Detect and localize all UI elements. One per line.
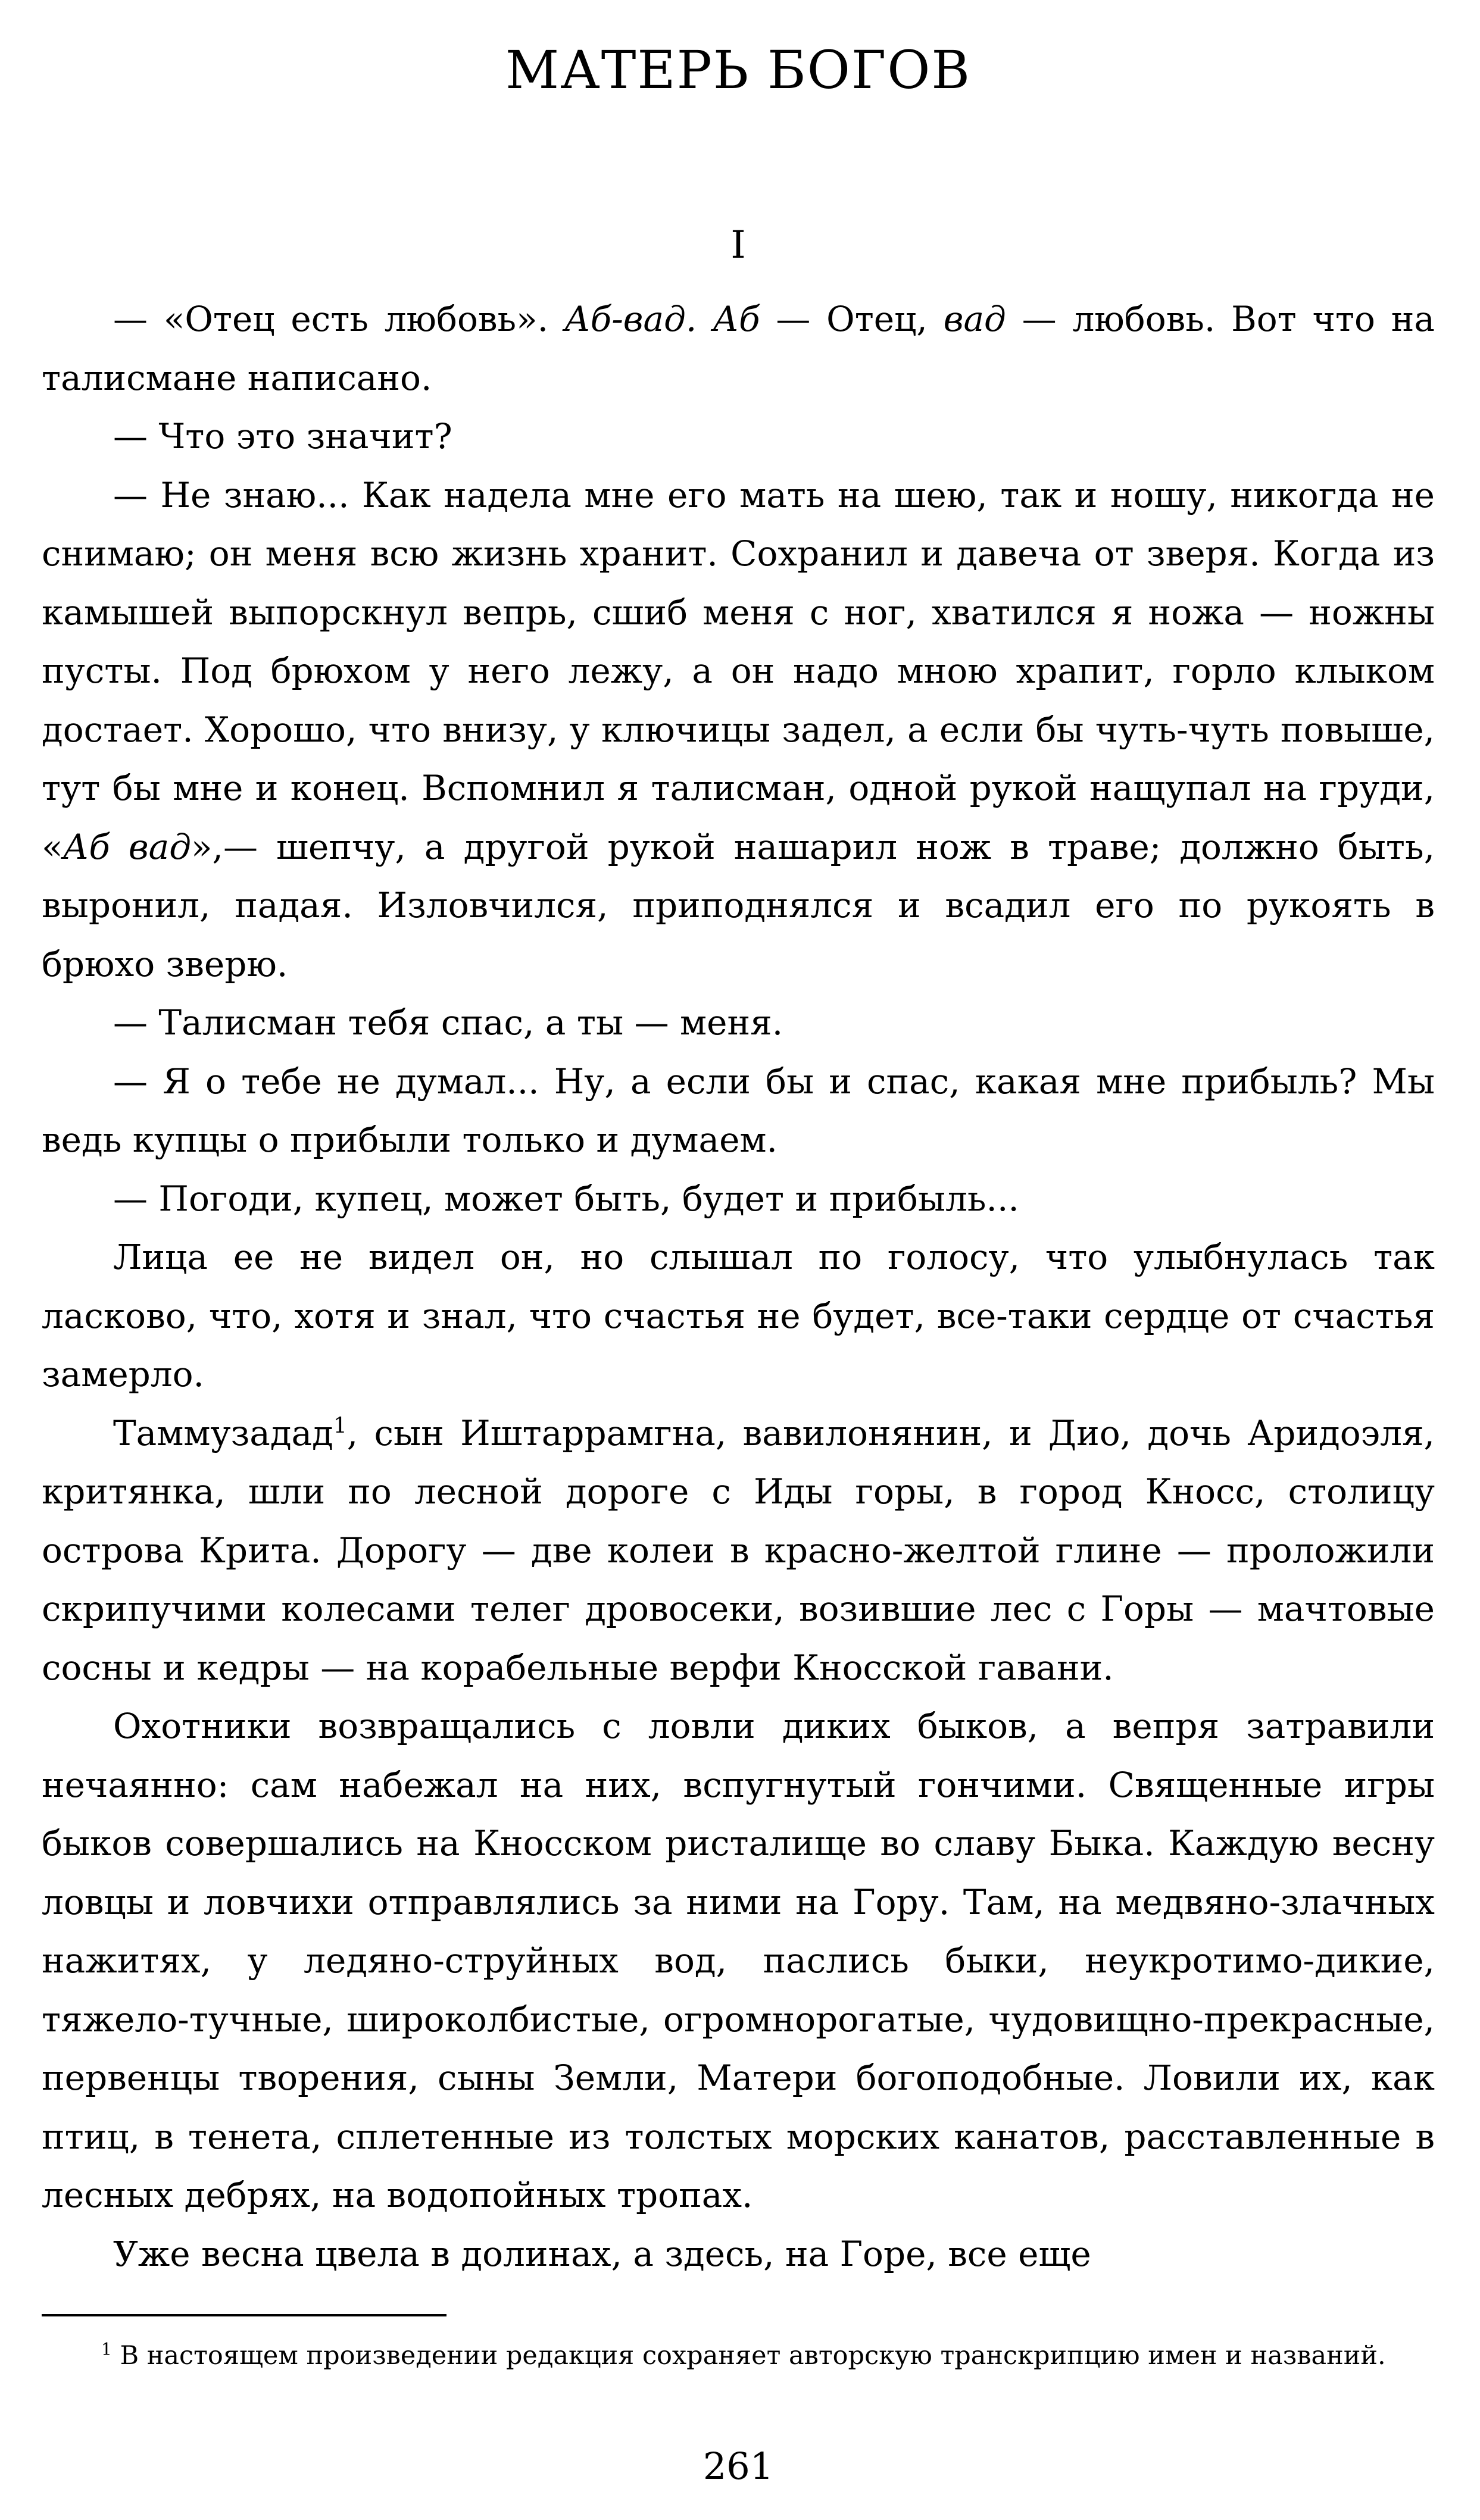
paragraph [42,290,1435,407]
paragraph: Уже весна цвела в долинах, а здесь, на Горе, все еще [113,2233,1091,2274]
text-run: — «Отец есть любовь». [113,299,564,340]
book-page [42,24,1435,2500]
paragraph: — Талисман тебя спас, а ты — меня. [113,1002,783,1043]
footnote-reference[interactable]: 1 [333,1414,347,1439]
chapter-number: I [730,223,746,267]
paragraph: — Погоди, купец, может быть, будет и прибыль... [113,1178,1019,1219]
text-run: Таммузадад [113,1412,333,1453]
paragraph: Охотники возвращались с ловли диких быков, а вепря затравили нечаянно: сам набежал на них, вспугнутый гончими. Священные игры быков совершались на Кносском ристалище во славу Быка. Каждую весну ловцы и ловчихи отправлялись за ними на Гору. Там, на медвяно-злачных нажитях, у ледяно-струйных вод, паслись быки, неукротимо-дикие, тяжело-тучные, широколбистые, огромнорогатые, чудовищно-прекрасные, первенцы творения, сыны Земли, Матери богоподобные. Ловили их, как птиц, в тенета, сплетенные из толстых морских канатов, расставленные в лесных дебрях, на водопойных тропах. [42,1706,1435,2216]
text-run: , сын Иштаррамгна, вавилонянин, и Дио, дочь Аридоэля, критянка, шли по лесной дороге с Иды горы, в город Кносс, столицу острова Крита. Дорогу — две колеи в красно-желтой глине — проложили скрипучими колесами телег дровосеки, возившие лес с Горы — мачтовые сосны и кедры — на корабельные верфи Кносской гавани. [42,1412,1435,1688]
footnote-text: В настоящем произведении редакция сохраняет авторскую транскрипцию имен и названий. [111,2341,1386,2371]
text-run: — любовь. Вот что на талисмане написано. [42,299,1435,398]
italic-text: Аб вад [63,826,192,867]
text-run: — Отец, [760,299,944,340]
page-number: 261 [702,2444,774,2488]
footnote-mark: 1 [101,2339,112,2359]
footnote-divider [42,2314,447,2316]
italic-text: вад [943,299,1006,340]
footnote [42,2334,1435,2377]
paragraph: — Что это значит? [113,416,452,457]
paragraph: — Я о тебе не думал... Ну, а если бы и спас, какая мне прибыль? Мы ведь купцы о прибыли только и думаем. [42,1061,1435,1161]
text-run: — Не знаю... Как надела мне его мать на шею, так и ношу, никогда не снимаю; он меня всю жизнь хранит. Сохранил и давеча от зверя. Когда из камышей выпорскнул вепрь, сшиб меня с ног, хватился я ножа — ножны пусты. Под брюхом у него лежу, а он надо мною храпит, горло клыком достает. Хорошо, что внизу, у ключицы задел, а если бы чуть-чуть повыше, тут бы мне и конец. Вспомнил я талисман, одной рукой нащупал на груди, « [42,474,1435,867]
italic-text: Аб-вад. Аб [564,299,760,340]
paragraph: Лица ее не видел он, но слышал по голосу, что улыбнулась так ласково, что, хотя и знал, что счастья не будет, все-таки сердце от счастья замерло. [42,1237,1435,1395]
paragraph [42,466,1435,994]
main-text [42,290,1435,2283]
page-title: МАТЕРЬ БОГОВ [505,39,972,101]
text-run: »,— шепчу, а другой рукой нашарил нож в траве; должно быть, выронил, падая. Изловчился, приподнялся и всадил его по рукоять в брюхо зверю. [42,826,1435,984]
paragraph [42,1404,1435,1697]
